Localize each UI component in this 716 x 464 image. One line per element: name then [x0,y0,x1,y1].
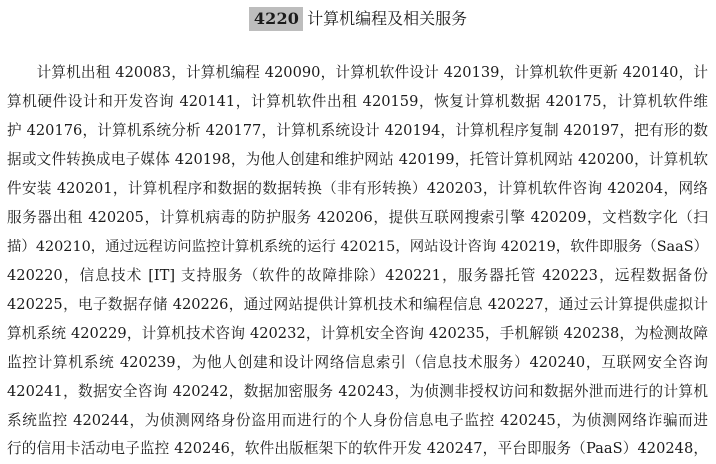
section-title: 计算机编程及相关服务 [307,9,468,28]
text-line: 监控计算机系统 420239，为他人创建和设计网络信息索引（信息技术服务）420240，互联网安全咨询 [7,354,708,371]
text-line: 算机系统 420229，计算机技术咨询 420232，计算机安全咨询 420235，手机解锁 420238，为检测故障 [7,325,708,342]
text-line: 护 420176，计算机系统分析 420177，计算机系统设计 420194，计算机程序复制 420197，把有形的数 [7,122,708,139]
text-line: 据或文件转换成电子媒体 420198，为他人创建和维护网站 420199，托管计算机网站 420200，计算机软 [7,151,708,168]
text-line: 描）420210，通过远程访问监控计算机系统的运行 420215，网站设计咨询 420219，软件即服务（SaaS） [7,239,708,255]
text-line: 系统监控 420244，为侦测网络身份盗用而进行的个人身份信息电子监控 420245，为侦测网络诈骗而进 [7,412,708,429]
text-line: 行的信用卡活动电子监控 420246，软件出版框架下的软件开发 420247，平台即服务（PaaS）420248， [7,440,708,457]
text-line: 420225，电子数据存储 420226，通过网站提供计算机技术和编程信息 420227，通过云计算提供虚拟计 [7,296,708,313]
text-line: 计算机出租 420083，计算机编程 420090，计算机软件设计 420139，计算机软件更新 420140，计 [7,64,708,81]
section-code: 4220 [249,7,303,31]
text-line: 算机硬件设计和开发咨询 420141，计算机软件出租 420159，恢复计算机数据 420175，计算机软件维 [7,93,708,110]
text-line: 420241，数据安全咨询 420242，数据加密服务 420243，为侦测非授权访问和数据外泄而进行的计算机 [7,383,708,400]
text-line: 服务器出租 420205，计算机病毒的防护服务 420206，提供互联网搜索引擎 420209，文档数字化（扫 [7,209,708,226]
text-line: 420220，信息技术 [IT] 支持服务（软件的故障排除）420221，服务器托管 420223，远程数据备份 [7,267,708,284]
text-line: 件安装 420201，计算机程序和数据的数据转换（非有形转换）420203，计算机软件咨询 420204，网络 [7,180,708,197]
section-heading [0,7,716,31]
